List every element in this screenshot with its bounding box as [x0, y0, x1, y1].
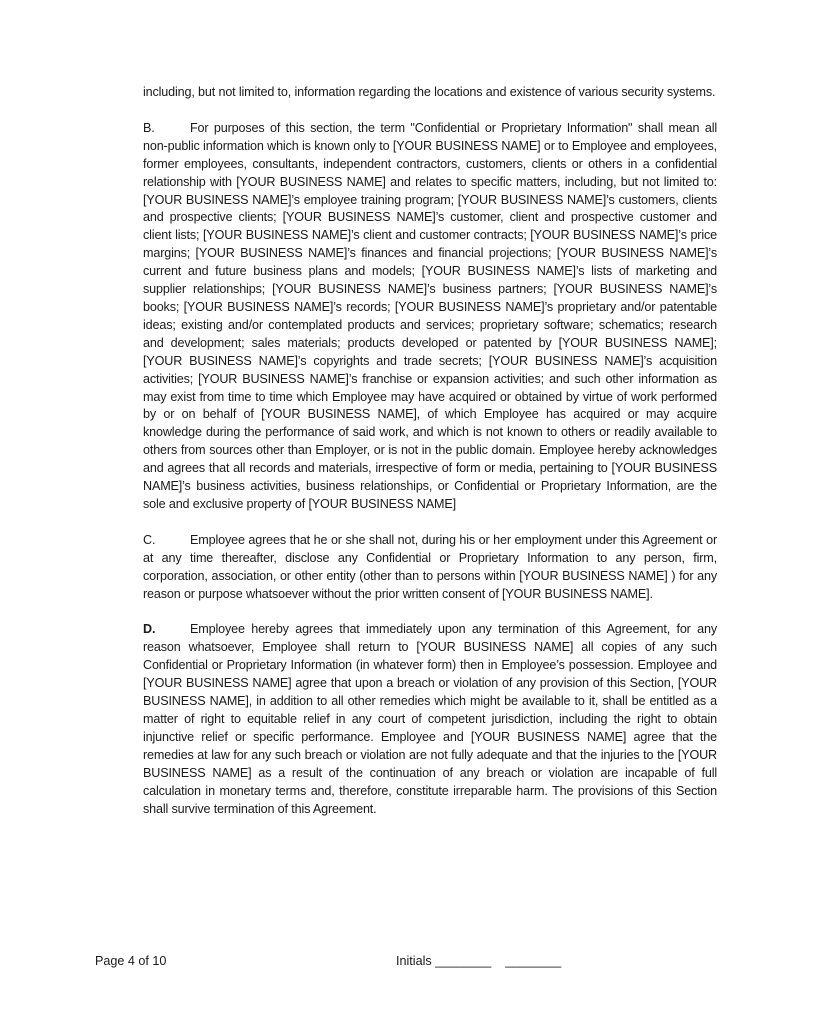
- paragraph-continuation: [143, 84, 717, 102]
- paragraph-label: C.: [143, 532, 156, 547]
- paragraph-b: [143, 120, 717, 514]
- page-footer: [0, 952, 813, 972]
- page-number: Page 4 of 10: [95, 954, 167, 968]
- paragraph-d: [143, 621, 717, 818]
- document-body: [143, 84, 717, 836]
- paragraph-text: Employee hereby agrees that immediately upon any termination of this Agreement, for any reason whatsoever, Employee shall return to [YOUR BUSINESS NAME] all copies of any such Confidential or Proprietary Information (in whatever form) then in Employee’s possession. Employee and [YOUR BUSINESS NAME] agree that upon a breach or violation of any provision of this Section, [YOUR BUSINESS NAME], in addition to all other remedies which might be available to it, shall be entitled as a matter of right to equitable relief in any court of competent jurisdiction, including the right to obtain injunctive relief or specific performance. Employee and [YOUR BUSINESS NAME] agree that the remedies at law for any such breach or violation are not fully adequate and that the injuries to the [YOUR BUSINESS NAME] as a result of the continuation of any breach or violation are incapable of full calculation in monetary terms and, therefore, constitute irreparable harm. The provisions of this Section shall survive termination of this Agreement.: [143, 622, 717, 816]
- paragraph-text: Employee agrees that he or she shall not, during his or her employment under this Agreement or at any time thereafter, disclose any Confidential or Proprietary Information to any person, firm, corporation, association, or other entity (other than to persons within [YOUR BUSINESS NAME] ) for any reason or purpose whatsoever without the prior written consent of [YOUR BUSINESS NAME].: [143, 532, 717, 601]
- paragraph-text: For purposes of this section, the term "Confidential or Proprietary Information" shall mean all non-public information which is known only to [YOUR BUSINESS NAME] or to Employee and employees, former employees, consultants, independent contractors, customers, clients or others in a confidential relationship with [YOUR BUSINESS NAME] and relates to specific matters, including, but not limited to: [YOUR BUSINESS NAME]’s employee training program; [YOUR BUSINESS NAME]’s customers, clients and prospective clients; [YOUR BUSINESS NAME]’s customer, client and prospective customer and client lists; [YOUR BUSINESS NAME]’s client and customer contracts; [YOUR BUSINESS NAME]’s price margins; [YOUR BUSINESS NAME]’s finances and financial projections; [YOUR BUSINESS NAME]’s current and future business plans and models; [YOUR BUSINESS NAME]’s lists of marketing and supplier relationships; [YOUR BUSINESS NAME]’s business partners; [YOUR BUSINESS NAME]’s books; [YOUR BUSINESS NAME]’s records; [YOUR BUSINESS NAME]’s proprietary and/or patentable ideas; existing and/or contemplated products and services; proprietary software; schematics; research and development; sales materials; products developed or patented by [YOUR BUSINESS NAME]; [YOUR BUSINESS NAME]’s copyrights and trade secrets; [YOUR BUSINESS NAME]’s acquisition activities; [YOUR BUSINESS NAME]’s franchise or expansion activities; and such other information as may exist from time to time which Employee may have acquired or obtained by virtue of work performed by or on behalf of [YOUR BUSINESS NAME], of which Employee has acquired or may acquire knowledge during the performance of said work, and which is not known to others or readily available to others from sources other than Employer, or is not in the public domain. Employee hereby acknowledges and agrees that all records and materials, irrespective of form or media, pertaining to [YOUR BUSINESS NAME]’s business activities, business relationships, or Confidential or Proprietary Information, are the sole and exclusive property of [YOUR BUSINESS NAME]: [143, 120, 717, 511]
- paragraph-c: [143, 532, 717, 604]
- paragraph-label: D.: [143, 622, 156, 637]
- paragraph-label: B.: [143, 120, 155, 135]
- paragraph-text: including, but not limited to, information regarding the locations and existence of various security systems.: [143, 85, 716, 99]
- initials-field: Initials ________ ________: [396, 954, 562, 968]
